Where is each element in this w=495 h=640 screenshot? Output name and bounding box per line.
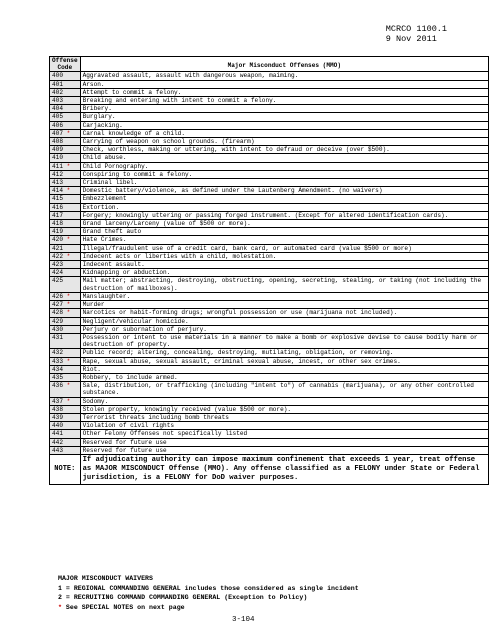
offense-code-number: 408 <box>52 138 63 146</box>
offense-code <box>50 413 81 421</box>
table-row <box>50 228 489 236</box>
offense-description: Grand larceny/Larceny (value of $500 or more). <box>80 220 488 228</box>
offense-code-number: 431 <box>52 333 63 341</box>
offense-code-number: 436 <box>52 382 63 390</box>
table-row <box>50 170 489 178</box>
offense-description: Conspiring to commit a felony. <box>80 170 488 178</box>
table-row <box>50 203 489 211</box>
table-row <box>50 365 489 373</box>
offense-code <box>50 325 81 333</box>
offense-star: * <box>66 397 71 405</box>
code-header-line1: Offense <box>52 57 78 64</box>
offense-code <box>50 154 81 162</box>
table-row <box>50 438 489 446</box>
offense-code-number: 429 <box>52 317 63 325</box>
offense-code <box>50 220 81 228</box>
offense-code <box>50 373 81 381</box>
offense-code-number: 439 <box>52 413 63 421</box>
table-row <box>50 309 489 317</box>
offense-description: Narcotics or habit-forming drugs; wrongful possession or use (marijuana not included). <box>80 309 488 317</box>
offense-description: Negligent/vehicular homicide. <box>80 317 488 325</box>
offense-code-number: 438 <box>52 405 63 413</box>
offense-code <box>50 179 81 187</box>
offense-code-number: 410 <box>52 154 63 162</box>
offense-code-number: 424 <box>52 269 63 277</box>
table-row <box>50 146 489 154</box>
offense-description: Rape, sexual abuse, sexual assault, criminal sexual abuse, incest, or other sex crimes. <box>80 357 488 365</box>
offense-code-number: 406 <box>52 121 63 129</box>
offense-code <box>50 317 81 325</box>
offense-code-number: 421 <box>52 244 63 252</box>
offense-code-number: 413 <box>52 179 63 187</box>
offense-description: Arson. <box>80 80 488 88</box>
special-star: * <box>58 604 62 611</box>
table-row <box>50 121 489 129</box>
offense-code-number: 404 <box>52 105 63 113</box>
offense-code <box>50 187 81 195</box>
table-row <box>50 113 489 121</box>
offense-description: Kidnapping or abduction. <box>80 269 488 277</box>
description-column-header: Major Misconduct Offenses (MMO) <box>80 57 488 72</box>
offense-code <box>50 357 81 365</box>
table-row <box>50 261 489 269</box>
offense-code <box>50 195 81 203</box>
table-row <box>50 211 489 219</box>
offense-code-number: 411 <box>52 162 63 170</box>
offense-code-number: 441 <box>52 430 63 438</box>
table-row <box>50 277 489 292</box>
offense-description: Perjury or subornation of perjury. <box>80 325 488 333</box>
offense-code <box>50 121 81 129</box>
offense-code <box>50 228 81 236</box>
offense-code <box>50 72 81 80</box>
offense-description: Criminal libel. <box>80 179 488 187</box>
offense-code <box>50 244 81 252</box>
special-notes-text: See SPECIAL NOTES on next page <box>61 604 185 611</box>
offense-description: Child abuse. <box>80 154 488 162</box>
offense-description: Grand theft auto <box>80 228 488 236</box>
offense-description: Possession or intent to use materials in a manner to make a bomb or explosive devise to cause bodily harm or destruction of property. <box>80 333 488 348</box>
offense-code-number: 407 <box>52 129 63 137</box>
offense-code <box>50 382 81 397</box>
offense-star: * <box>66 301 71 309</box>
table-row <box>50 397 489 405</box>
offense-star: * <box>66 187 71 195</box>
table-row <box>50 446 489 454</box>
offense-description: Carnal knowledge of a child. <box>80 129 488 137</box>
document-date: 9 Nov 2011 <box>385 34 437 44</box>
table-row <box>50 357 489 365</box>
offense-code <box>50 277 81 292</box>
table-row <box>50 292 489 300</box>
offense-code <box>50 422 81 430</box>
offense-description: Child Pornography. <box>80 162 488 170</box>
offense-code-number: 415 <box>52 195 63 203</box>
offense-code-number: 426 <box>52 292 63 300</box>
offense-description: Reserved for future use <box>80 438 488 446</box>
offense-code-number: 433 <box>52 357 63 365</box>
table-row <box>50 405 489 413</box>
offense-description: Bribery. <box>80 105 488 113</box>
offense-rows <box>50 72 489 455</box>
offense-code <box>50 269 81 277</box>
offense-description: Forgery; knowingly uttering or passing forged instrument. (Except for altered identification cards). <box>80 211 488 219</box>
offense-code-number: 409 <box>52 146 63 154</box>
offense-description: Extortion. <box>80 203 488 211</box>
offense-code <box>50 113 81 121</box>
table-row <box>50 317 489 325</box>
offense-code <box>50 292 81 300</box>
offense-description: Breaking and entering with intent to commit a felony. <box>80 97 488 105</box>
table-row <box>50 244 489 252</box>
offense-code-number: 442 <box>52 438 63 446</box>
offense-code <box>50 88 81 96</box>
table-row <box>50 422 489 430</box>
offense-description: Domestic battery/violence, as defined under the Lautenberg Amendment. (no waivers) <box>80 187 488 195</box>
special-notes-reference <box>58 604 185 611</box>
offense-description: Murder <box>80 301 488 309</box>
code-header-line2: Code <box>57 64 73 72</box>
offense-description: Sale, distribution, or trafficking (including "intent to") of cannabis (marijuana), or any other controlled substance. <box>80 382 488 397</box>
table-row <box>50 413 489 421</box>
offense-code <box>50 138 81 146</box>
offense-description: Violation of civil rights <box>80 422 488 430</box>
table-row <box>50 252 489 260</box>
waivers-section <box>58 574 359 603</box>
document-id: MCRCO 1100.1 <box>385 24 447 34</box>
offense-code <box>50 261 81 269</box>
offense-star: * <box>66 309 71 317</box>
offense-description: Robbery, to include armed. <box>80 373 488 381</box>
offense-star: * <box>66 236 71 244</box>
offense-table <box>49 56 489 485</box>
offense-description: Mail matter; abstracting, destroying, obstructing, opening, secreting, stealing, or taking (not including the destruction of mailboxes). <box>80 277 488 292</box>
offense-code <box>50 333 81 348</box>
offense-code-number: 430 <box>52 325 63 333</box>
note-row <box>50 454 489 484</box>
offense-code-number: 403 <box>52 97 63 105</box>
offense-description: Terrorist threats including bomb threats <box>80 413 488 421</box>
table-row <box>50 349 489 357</box>
offense-star: * <box>66 292 71 300</box>
waiver-line-1: 1 = REGIONAL COMMANDING GENERAL includes those considered as single incident <box>58 584 359 592</box>
offense-description: Indecent assault. <box>80 261 488 269</box>
offense-star: * <box>66 129 71 137</box>
offense-code-number: 416 <box>52 203 63 211</box>
table-row <box>50 138 489 146</box>
offense-code <box>50 170 81 178</box>
offense-code-number: 417 <box>52 211 63 219</box>
table-row <box>50 269 489 277</box>
offense-description: Public record; altering, concealing, destroying, mutilating, obligation, or removing. <box>80 349 488 357</box>
offense-code-number: 435 <box>52 373 63 381</box>
offense-code-number: 400 <box>52 72 63 80</box>
offense-code <box>50 301 81 309</box>
offense-code-number: 428 <box>52 309 63 317</box>
table-row <box>50 220 489 228</box>
offense-code-number: 420 <box>52 236 63 244</box>
offense-code-number: 432 <box>52 349 63 357</box>
offense-code <box>50 203 81 211</box>
offense-code-number: 401 <box>52 80 63 88</box>
offense-description: Check, worthless, making or uttering, with intent to defraud or deceive (over $500). <box>80 146 488 154</box>
offense-description: Indecent acts or liberties with a child, molestation. <box>80 252 488 260</box>
offense-description: Other Felony Offenses not specifically listed <box>80 430 488 438</box>
table-row <box>50 325 489 333</box>
offense-description: Illegal/fraudulent use of a credit card, bank card, or automated card (value $500 or more) <box>80 244 488 252</box>
offense-description: Manslaughter. <box>80 292 488 300</box>
waivers-title: MAJOR MISCONDUCT WAIVERS <box>58 575 153 582</box>
table-row <box>50 187 489 195</box>
offense-code-number: 402 <box>52 88 63 96</box>
offense-code-number: 443 <box>52 446 63 454</box>
offense-code <box>50 129 81 137</box>
offense-code <box>50 349 81 357</box>
code-column-header <box>50 57 81 72</box>
offense-code <box>50 405 81 413</box>
offense-description: Reserved for future use <box>80 446 488 454</box>
table-row <box>50 382 489 397</box>
offense-code-number: 412 <box>52 170 63 178</box>
offense-description: Stolen property, knowingly received (value $500 or more). <box>80 405 488 413</box>
offense-code <box>50 97 81 105</box>
offense-code-number: 418 <box>52 220 63 228</box>
offense-code-number: 422 <box>52 252 63 260</box>
offense-description: Embezzlement <box>80 195 488 203</box>
offense-star: * <box>66 382 71 390</box>
offense-code-number: 440 <box>52 422 63 430</box>
table-row <box>50 162 489 170</box>
offense-code <box>50 397 81 405</box>
table-row <box>50 179 489 187</box>
offense-description: Carjacking. <box>80 121 488 129</box>
offense-description: Attempt to commit a felony. <box>80 88 488 96</box>
offense-description: Riot. <box>80 365 488 373</box>
offense-code <box>50 211 81 219</box>
offense-code-number: 427 <box>52 301 63 309</box>
offense-code-number: 405 <box>52 113 63 121</box>
table-row <box>50 80 489 88</box>
table-row <box>50 236 489 244</box>
offense-code <box>50 309 81 317</box>
offense-star: * <box>66 162 71 170</box>
offense-code <box>50 146 81 154</box>
document-header <box>386 24 447 44</box>
offense-code-number: 425 <box>52 277 63 285</box>
offense-code <box>50 236 81 244</box>
offense-code-number: 414 <box>52 187 63 195</box>
offense-code <box>50 105 81 113</box>
table-row <box>50 97 489 105</box>
offense-code <box>50 446 81 454</box>
offense-code <box>50 80 81 88</box>
offense-description: Sodomy. <box>80 397 488 405</box>
offense-code <box>50 438 81 446</box>
offense-description: Burglary. <box>80 113 488 121</box>
table-row <box>50 430 489 438</box>
note-label: NOTE: <box>50 454 81 484</box>
table-row <box>50 88 489 96</box>
table-row <box>50 373 489 381</box>
offense-code <box>50 162 81 170</box>
table-row <box>50 195 489 203</box>
table-row <box>50 129 489 137</box>
offense-description: Aggravated assault, assault with dangerous weapon, maiming. <box>80 72 488 80</box>
waiver-line-2: 2 = RECRUITING COMMAND COMMANDING GENERAL (Exception to Policy) <box>58 594 308 601</box>
offense-code <box>50 365 81 373</box>
offense-code <box>50 252 81 260</box>
table-row <box>50 154 489 162</box>
table-header-row <box>50 57 489 72</box>
note-text: If adjudicating authority can impose maximum confinement that exceeds 1 year, treat offense as MAJOR MISCONDUCT Offense (MMO). Any offense classified as a FELONY under State or Federal jurisdiction, is a FELONY for DoD waiver purposes. <box>80 454 488 484</box>
offense-code-number: 434 <box>52 365 63 373</box>
table-row <box>50 105 489 113</box>
table-row <box>50 333 489 348</box>
offense-code-number: 423 <box>52 261 63 269</box>
offense-description: Carrying of weapon on school grounds. (firearm) <box>80 138 488 146</box>
offense-code-number: 419 <box>52 228 63 236</box>
offense-code-number: 437 <box>52 397 63 405</box>
offense-description: Hate Crimes. <box>80 236 488 244</box>
offense-code <box>50 430 81 438</box>
table-row <box>50 301 489 309</box>
offense-star: * <box>66 252 71 260</box>
offense-star: * <box>66 357 71 365</box>
page-number: 3-104 <box>232 616 255 624</box>
table-row <box>50 72 489 80</box>
